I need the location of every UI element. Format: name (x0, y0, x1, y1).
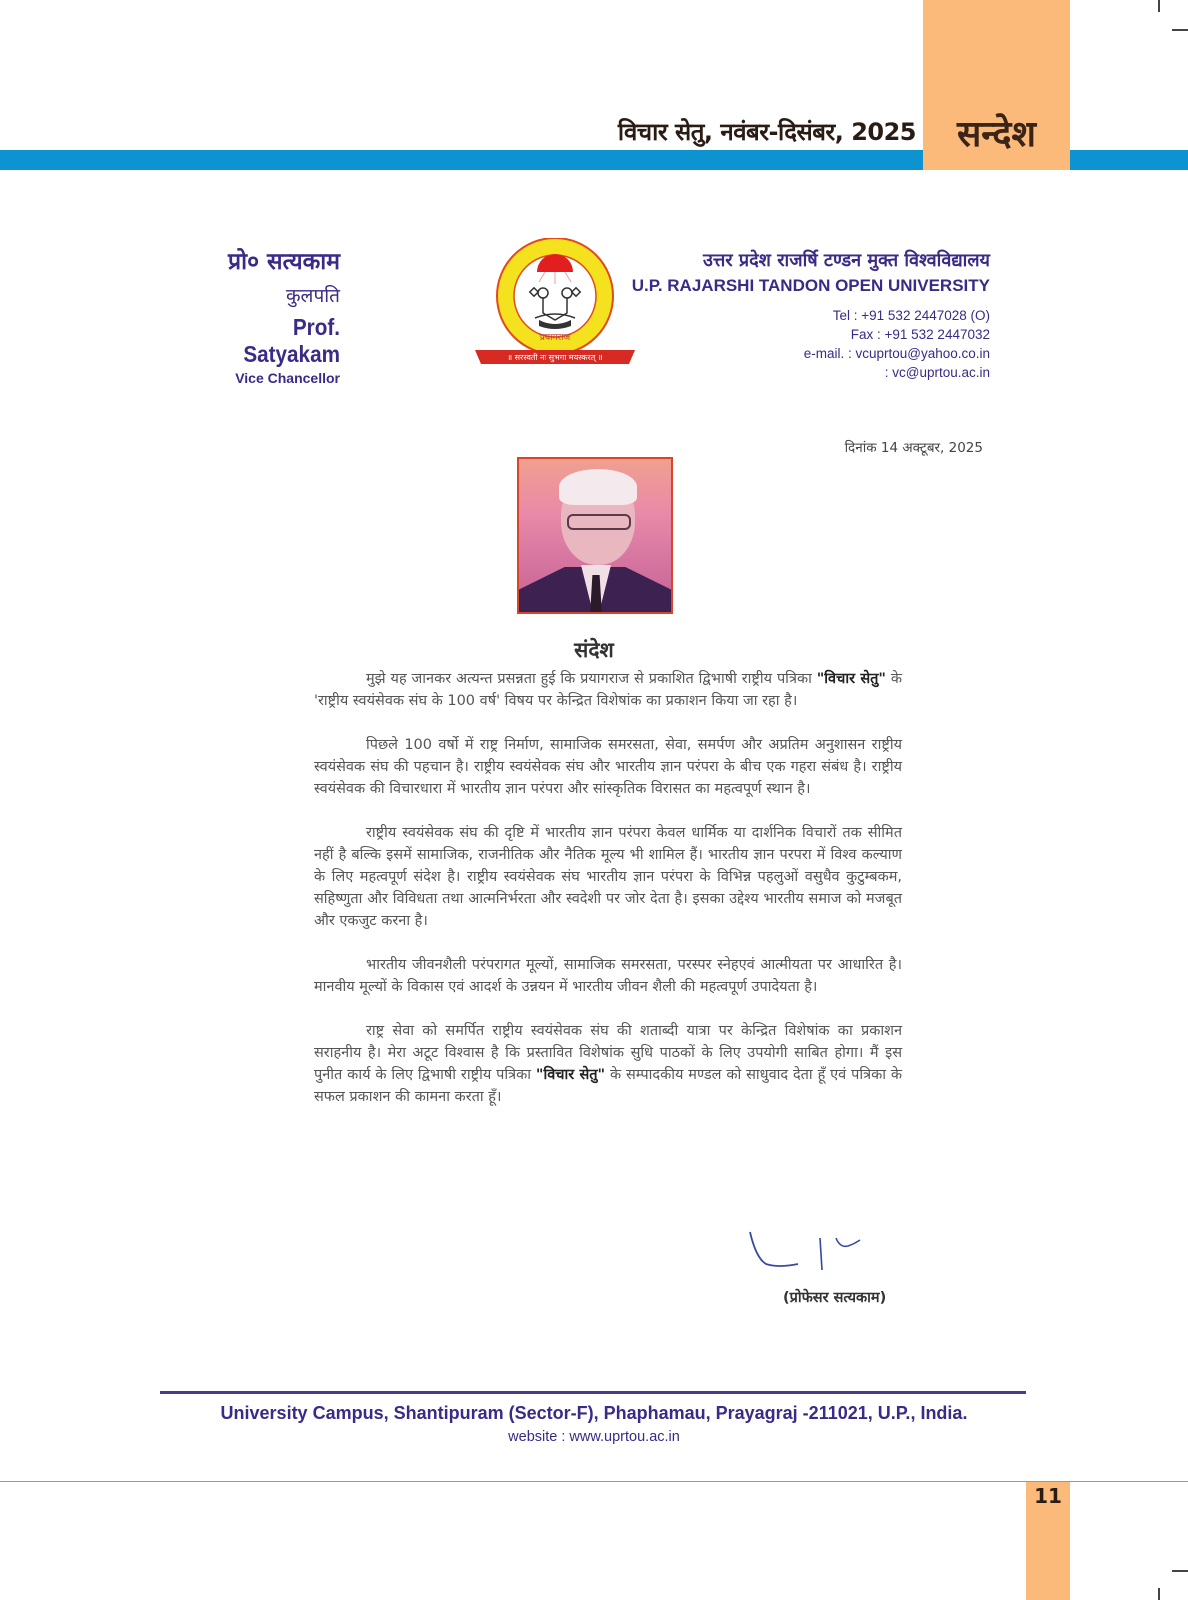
magazine-name: "विचार सेतु" (816, 671, 886, 687)
logo-city: प्रयागराज (539, 333, 571, 343)
paragraph-1: मुझे यह जानकर अत्यन्त प्रसन्नता हुई कि प्रयागराज से प्रकाशित द्विभाषी राष्ट्रीय पत्रिका "विचार सेतु" के 'राष्ट्रीय स्वयंसेवक संघ के 100 वर्ष' विषय पर केन्द्रित विशेषांक का प्रकाशन किया जा रहा है। (314, 671, 903, 709)
vc-name-english: Prof. Satyakam (243, 314, 340, 367)
crop-mark (1172, 1570, 1188, 1572)
email-secondary[interactable]: : vc@uprtou.ac.in (884, 365, 990, 380)
header-band-right (1070, 150, 1188, 170)
paragraph-5: राष्ट्र सेवा को समर्पित राष्ट्रीय स्वयंसेवक संघ की शताब्दी यात्रा पर केन्द्रित विशेषांक का प्रकाशन सराहनीय है। मेरा अटूट विश्वास है कि प्रस्तावित विशेषांक सुधि पाठकों के लिए उपयोगी साबित होगा। मैं इस पुनीत कार्य के लिए द्विभाषी राष्ट्रीय पत्रिका "विचार सेतु" के सम्पादकीय मण्डल को साधुवाद देता हूँ एवं पत्रिका के सफल प्रकाशन की कामना करता हूँ। (314, 1023, 903, 1105)
crop-mark (1158, 1588, 1160, 1600)
footer-address: University Campus, Shantipuram (Sector-F), Phaphamau, Prayagraj -211021, U.P., India. (220, 1403, 968, 1423)
header-band (0, 150, 923, 170)
university-name-hindi: उत्तर प्रदेश राजर्षि टण्डन मुक्त विश्वविद्यालय (702, 250, 990, 271)
magazine-name: "विचार सेतु" (535, 1067, 606, 1083)
contact-details (600, 306, 990, 382)
university-name-english: U.P. RAJARSHI TANDON OPEN UNIVERSITY (631, 276, 990, 295)
footer-website-link[interactable]: website : www.uprtou.ac.in (508, 1429, 680, 1445)
crop-mark (1172, 29, 1188, 31)
vc-title-hindi: कुलपति (285, 285, 340, 307)
letter-date: दिनांक 14 अक्टूबर, 2025 (844, 440, 983, 456)
paragraph-4: भारतीय जीवनशैली परंपरागत मूल्यों, सामाजिक समरसता, परस्पर स्नेहएवं आत्मीयता पर आधारित है। मानवीय मूल्यों के विकास एवं आदर्श के उन्नयन में भारतीय जीवन शैली की महत्वपूर्ण उपादेयता है। (314, 957, 902, 995)
logo-motto: ॥ सरस्वती नः सुभगा मयस्करत् ॥ (507, 353, 603, 362)
email-primary[interactable]: e-mail. : vcuprtou@yahoo.co.in (803, 346, 990, 361)
tel-number: Tel : +91 532 2447028 (O) (832, 308, 990, 323)
section-title: सन्देश (956, 114, 1037, 155)
signature-icon (748, 1228, 888, 1274)
page-number: 11 (1034, 1484, 1062, 1508)
fax-number: Fax : +91 532 2447032 (850, 327, 990, 342)
message-title: संदेश (574, 638, 614, 662)
page-divider (0, 1481, 1188, 1482)
vc-name-hindi: प्रो० सत्यकाम (228, 248, 340, 275)
signoff-name: (प्रोफेसर सत्यकाम) (783, 1290, 887, 1306)
paragraph-2: पिछले 100 वर्षो में राष्ट्र निर्माण, सामाजिक समरसता, सेवा, समर्पण और अप्रतिम अनुशासन राष्ट्रीय स्वयंसेवक संघ की पहचान है। राष्ट्रीय स्वयंसेवक संघ और भारतीय ज्ञान परंपरा के बीच एक गहरा संबंध है। राष्ट्रीय स्वयंसेवक की विचारधारा में भारतीय ज्ञान परंपरा और सांस्कृतिक विरासत का महत्वपूर्ण स्थान है। (314, 737, 902, 797)
issue-title: विचार सेतु, नवंबर-दिसंबर, 2025 (617, 118, 916, 146)
footer-divider (160, 1391, 1026, 1394)
paragraph-3: राष्ट्रीय स्वयंसेवक संघ की दृष्टि में भारतीय ज्ञान परंपरा केवल धार्मिक या दार्शनिक विचारों तक सीमित नहीं है बल्कि इसमें सामाजिक, राजनीतिक और नैतिक मूल्य भी शामिल हैं। भारतीय ज्ञान परपरा में विश्व कल्याण के लिए महत्वपूर्ण संदेश है। राष्ट्रीय स्वयंसेवक संघ भारतीय ज्ञान परंपरा के विभिन्न पहलुओं वसुधैव कुटुम्बकम, सहिष्णुता और विविधता तथा आत्मनिर्भरता और स्वदेशी पर जोर देता है। इसका उद्देश्य भारतीय समाज को मजबूत और एकजुट करना है। (314, 825, 902, 929)
message-body (314, 668, 902, 1130)
portrait-photo-icon (517, 457, 673, 614)
crop-mark (1158, 0, 1160, 12)
letterhead-vc-block (180, 244, 340, 386)
letterhead-university-block (600, 248, 990, 382)
vc-title-english: Vice Chancellor (235, 370, 340, 386)
